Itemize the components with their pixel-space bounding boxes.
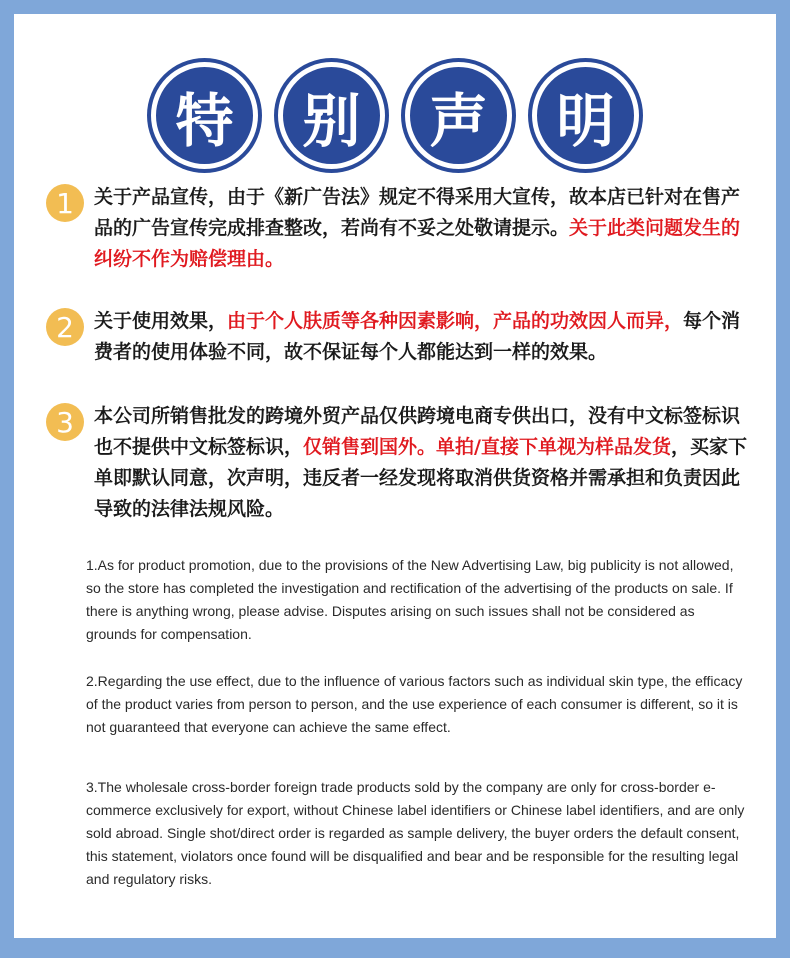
notice-text-segment: ，买家下单即默认同意，次声明，违反者一经发现将取消供货资格并需承担和负责因此导致的法律法规风险。 (94, 436, 747, 520)
notice-item-2 (46, 306, 758, 368)
title-char-circle: 特 (151, 62, 258, 169)
notice-item-3 (46, 401, 758, 525)
title-char-circle: 明 (532, 62, 639, 169)
number-badge: 2 (46, 308, 84, 346)
notice-text-highlight: 关于此类问题发生的纠纷不作为赔偿理由。 (94, 217, 741, 270)
notice-text-segment: 本公司所销售批发的跨境外贸产品仅供跨境电商专供出口，没有中文标签标识也不提供中文标签标识， (94, 405, 741, 458)
notice-text-segment: 每个消费者的使用体验不同，故不保证每个人都能达到一样的效果。 (94, 310, 741, 363)
number-badge: 3 (46, 403, 84, 441)
title-char-circle: 别 (278, 62, 385, 169)
notice-text-highlight: 仅销售到国外。单拍/直接下单视为样品发货 (303, 436, 671, 458)
title-char-circle: 声 (405, 62, 512, 169)
notice-text (94, 401, 754, 525)
english-paragraph-1: 1.As for product promotion, due to the provisions of the New Advertising Law, big publicity is not allowed, so the store has completed the investigation and rectification of the advertising of the products on sale. If there is anything wrong, please advise. Disputes arising on such issues shall not be considered as grounds for compensation. (86, 557, 734, 642)
title-banner (14, 54, 776, 182)
english-paragraph-3: 3.The wholesale cross-border foreign trade products sold by the company are only for cross-border e-commerce exclusively for export, without Chinese label identifiers or Chinese label identifiers, and are only sold abroad. Single shot/direct order is regarded as sample delivery, the buyer orders the default consent, this statement, violators once found will be disqualified and bear and be responsible for the resulting legal and regulatory risks. (86, 779, 745, 887)
notice-text-segment: 关于产品宣传，由于《新广告法》规定不得采用大宣传，故本店已针对在售产品的广告宣传完成排查整改，若尚有不妥之处敬请提示。 (94, 186, 741, 239)
notice-text-segment: 关于使用效果， (94, 310, 228, 332)
notice-item-1 (46, 182, 758, 275)
notice-panel (14, 14, 776, 938)
notice-text (94, 306, 754, 368)
notice-text-highlight: 由于个人肤质等各种因素影响，产品的功效因人而异， (227, 310, 684, 332)
english-paragraph-2: 2.Regarding the use effect, due to the influence of various factors such as individual skin type, the efficacy of the product varies from person to person, and the use experience of each consumer is different, so it is not guaranteed that everyone can achieve the same effect. (86, 673, 743, 735)
notice-text (94, 182, 754, 275)
number-badge: 1 (46, 184, 84, 222)
